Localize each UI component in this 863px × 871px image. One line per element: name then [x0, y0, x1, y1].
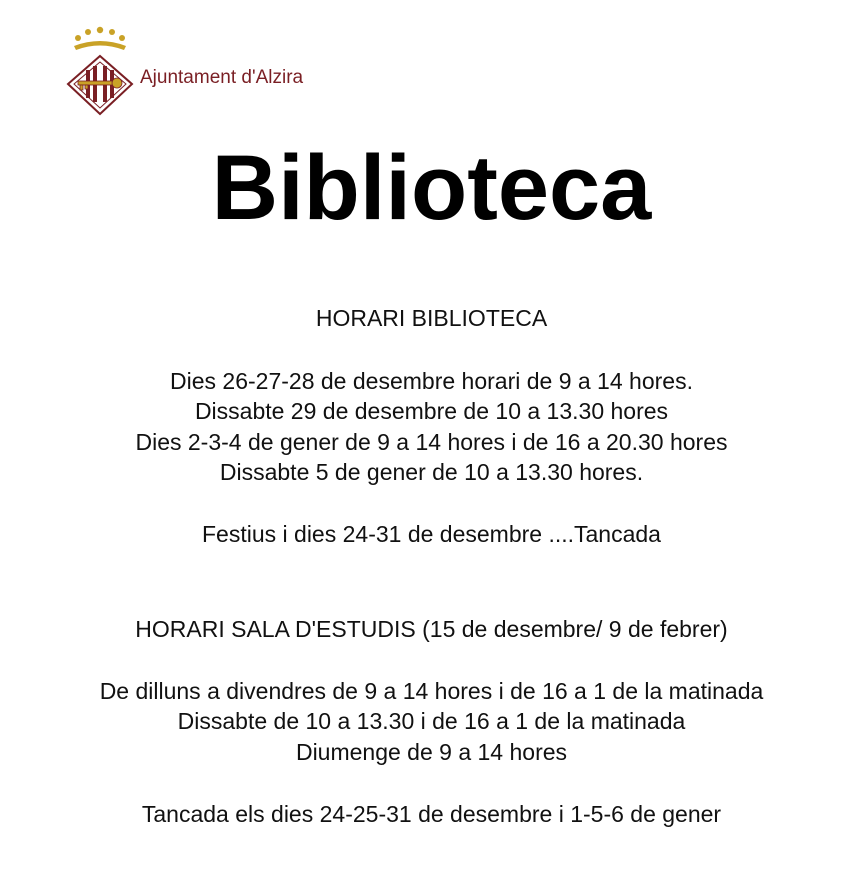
- coat-of-arms-icon: [64, 26, 136, 118]
- study-room-closed-note: Tancada els dies 24-25-31 de desembre i 1-5-6 de gener: [141, 801, 722, 827]
- library-closed-note: Festius i dies 24-31 de desembre ....Tancada: [202, 521, 661, 547]
- library-schedule-line: Dissabte 5 de gener de 10 a 13.30 hores.: [219, 459, 644, 485]
- study-room-line: Diumenge de 9 a 14 hores: [295, 739, 568, 765]
- library-schedule-line: Dissabte 29 de desembre de 10 a 13.30 hores: [194, 398, 669, 424]
- shield-icon: [68, 56, 132, 114]
- library-schedule-heading: HORARI BIBLIOTECA: [315, 305, 548, 331]
- library-schedule-line: Dies 2-3-4 de gener de 9 a 14 hores i de 16 a 20.30 hores: [135, 429, 728, 455]
- ajuntament-logo: [64, 26, 344, 118]
- org-name: Ajuntament d'Alzira: [140, 67, 304, 88]
- study-room-line: Dissabte de 10 a 13.30 i de 16 a 1 de la matinada: [177, 708, 686, 734]
- page-title: Biblioteca: [211, 137, 652, 239]
- library-schedule-line: Dies 26-27-28 de desembre horari de 9 a 14 hores.: [170, 368, 693, 394]
- study-room-line: De dilluns a divendres de 9 a 14 hores i de 16 a 1 de la matinada: [99, 678, 764, 704]
- crown-icon: [74, 27, 126, 50]
- study-room-heading: HORARI SALA D'ESTUDIS (15 de desembre/ 9 de febrer): [135, 616, 728, 642]
